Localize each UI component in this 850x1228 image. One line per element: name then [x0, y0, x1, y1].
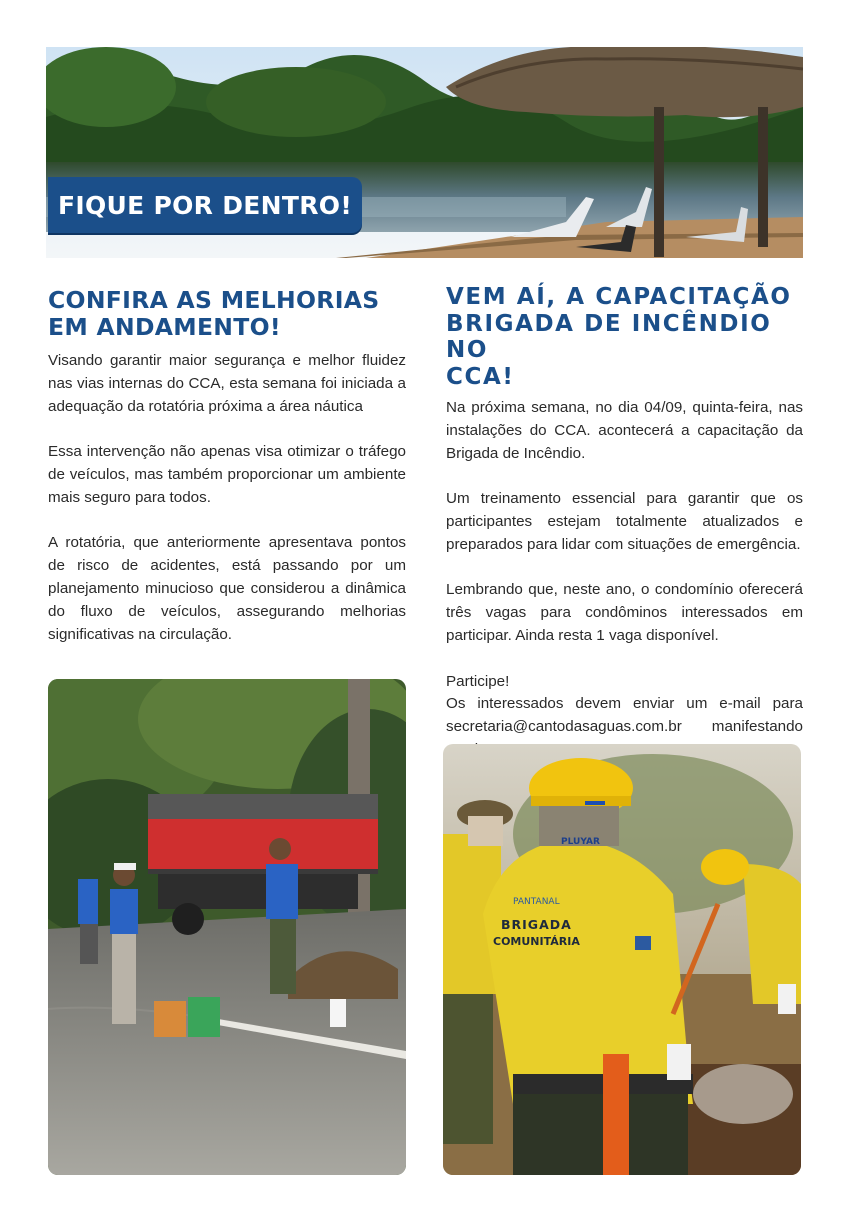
uniform-label-line2: COMUNITÁRIA	[493, 935, 580, 948]
article-body	[48, 350, 406, 646]
paragraph: Essa intervenção não apenas visa otimizar o tráfego de veículos, mas também proporcionar um ambiente mais seguro para todos.	[48, 443, 406, 506]
uniform-patch-label: PANTANAL	[513, 897, 560, 907]
paragraph: A rotatória, que anteriormente apresentava pontos de risco de acidentes, está passando por um planejamento minucioso que considerou a dinâmica do fluxo de veículos, assegurando melhorias significativas na circulação.	[48, 534, 406, 643]
article-fire-brigade	[446, 284, 803, 762]
title-line: BRIGADA DE INCÊNDIO NO	[446, 310, 772, 363]
title-line: EM ANDAMENTO!	[48, 313, 281, 341]
uniform-label-line1: BRIGADA	[501, 917, 572, 932]
paragraph: Visando garantir maior segurança e melhor fluidez nas vias internas do CCA, esta semana foi iniciada a adequação da rotatória próxima a área náutica	[48, 352, 406, 415]
roadwork-photo	[48, 679, 406, 1175]
paragraph: Lembrando que, neste ano, o condomínio oferecerá três vagas para condôminos interessados em participar. Ainda resta 1 vaga disponível.	[446, 581, 803, 644]
article-body	[446, 397, 803, 762]
title-line: VEM AÍ, A CAPACITAÇÃO	[446, 284, 792, 310]
section-badge: FIQUE POR DENTRO!	[48, 177, 362, 233]
fire-brigade-photo	[443, 744, 801, 1175]
paragraph: Um treinamento essencial para garantir que os participantes estejam totalmente atualizados e preparados para lidar com situações de emergência.	[446, 490, 803, 553]
cta-heading: Participe!	[446, 672, 510, 690]
article-title	[48, 287, 406, 341]
cta-text: Os interessados devem enviar um e-mail para secretaria@cantodasaguas.com.br manifestando	[446, 695, 803, 736]
helmet-label: PLUYAR	[561, 837, 600, 847]
article-title	[446, 284, 803, 390]
title-line: CCA!	[446, 363, 515, 390]
title-line: CONFIRA AS MELHORIAS	[48, 286, 380, 314]
article-improvements	[48, 287, 406, 669]
paragraph: Na próxima semana, no dia 04/09, quinta-feira, nas instalações do CCA. acontecerá a capacitação da Brigada de Incêndio.	[446, 399, 803, 462]
